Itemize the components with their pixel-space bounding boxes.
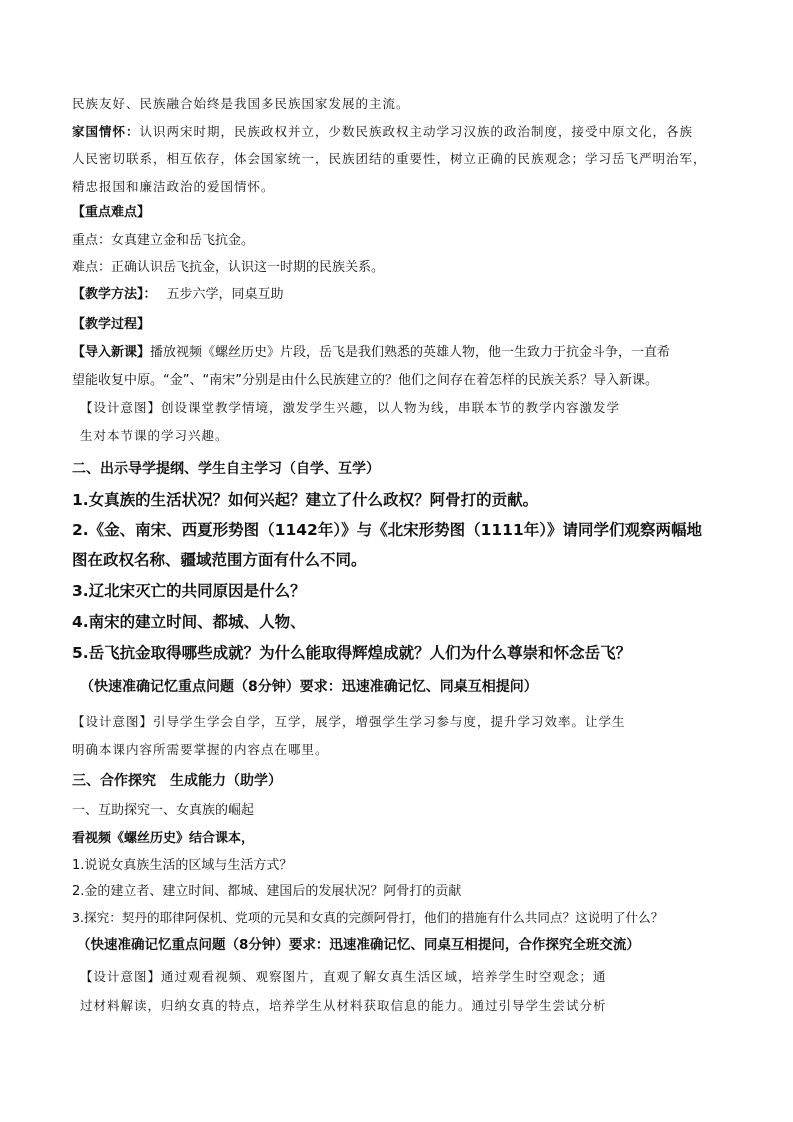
text-line: 一、互助探究一、女真族的崛起 <box>72 803 255 818</box>
question-item: 3.辽北宋灭亡的共同原因是什么？ <box>72 582 306 600</box>
text-line: 过材料解读，归纳女真的特点，培养学生从材料获取信息的能力。通过引导学生尝试分析 <box>80 998 607 1013</box>
section-heading: 三、合作探究 生成能力（助学） <box>72 773 282 789</box>
text-line: 看视频《螺丝历史》结合课本， <box>72 831 255 846</box>
section-heading: 【教学过程】 <box>72 317 151 332</box>
text-line: 3.探究：契丹的耶律阿保机、党项的元昊和女真的完颜阿骨打，他们的措施有什么共同点？这说明了什么？ <box>72 910 664 925</box>
question-item: 2.《金、南宋、西夏形势图（1142年）》与《北宋形势图（1111年）》请同学们观察两幅地 <box>72 521 702 539</box>
text-line: 望能收复中原。“金”、“南宋”分别是由什么民族建立的？他们之间存在着怎样的民族关系？导入新课。 <box>72 373 658 388</box>
section-heading: 【导入新课】 <box>72 345 151 360</box>
question-item: 图在政权名称、疆域范围方面有什么不同。 <box>72 551 367 569</box>
text-line: 重点：女真建立金和岳飞抗金。 <box>72 233 255 248</box>
requirement-note: （快速准确记忆重点问题（8分钟）要求：迅速准确记忆、同桌互相提问，合作探究全班交流） <box>77 937 640 953</box>
text-line: 【导入新课】播放视频《螺丝历史》片段，岳飞是我们熟悉的英雄人物，他一生致力于抗金斗争，一直希 <box>72 345 671 360</box>
text-line: 精忠报国和廉洁政治的爱国情怀。 <box>72 179 275 194</box>
question-item: 5.岳飞抗金取得哪些成就？为什么能取得辉煌成就？人们为什么尊崇和怀念岳飞？ <box>72 644 632 662</box>
text-line: 难点：正确认识岳飞抗金，认识这一时期的民族关系。 <box>72 260 385 275</box>
text-line: 1.说说女真族生活的区域与生活方式？ <box>72 858 293 873</box>
text-line: 明确本课内容所需要掌握的内容点在哪里。 <box>72 742 329 757</box>
section-heading: 【教学方法】： <box>72 287 157 302</box>
requirement-note: （快速准确记忆重点问题（8分钟）要求：迅速准确记忆、同桌互相提问） <box>80 679 538 695</box>
text-line: 2.金的建立者、建立时间、都城、建国后的发展状况？阿骨打的贡献 <box>72 884 462 899</box>
text-line: 民族友好、民族融合始终是我国多民族国家发展的主流。 <box>72 96 410 111</box>
section-heading: 二、出示导学提纲、学生自主学习（自学、互学） <box>72 461 380 477</box>
section-heading: 家国情怀： <box>72 124 140 139</box>
section-heading: 【重点难点】 <box>72 205 151 220</box>
text-line: 生对本节课的学习兴趣。 <box>80 428 229 443</box>
text-line: 家国情怀：认识两宋时期，民族政权并立，少数民族政权主动学习汉族的政治制度，接受中原文化，各族 <box>72 124 694 139</box>
text-line: 【设计意图】引导学生学会自学，互学，展学，增强学生学习参与度，提升学习效率。让学生 <box>72 714 626 729</box>
question-item: 1.女真族的生活状况？如何兴起？建立了什么政权？阿骨打的贡献。 <box>72 491 539 509</box>
text-line: 人民密切联系，相互依存，体会国家统一，民族团结的重要性，树立正确的民族观念；学习岳飞严明治军， <box>72 151 707 166</box>
question-item: 4.南宋的建立时间、都城、人物、 <box>72 613 306 631</box>
text-line: 【教学方法】： 五步六学，同桌互助 <box>72 287 284 302</box>
text-line: 【设计意图】创设课堂教学情境，激发学生兴趣，以人物为线，串联本节的教学内容激发学 <box>80 400 621 415</box>
text-line: 【设计意图】通过观看视频、观察图片，直观了解女真生活区域，培养学生时空观念；通 <box>80 969 607 984</box>
